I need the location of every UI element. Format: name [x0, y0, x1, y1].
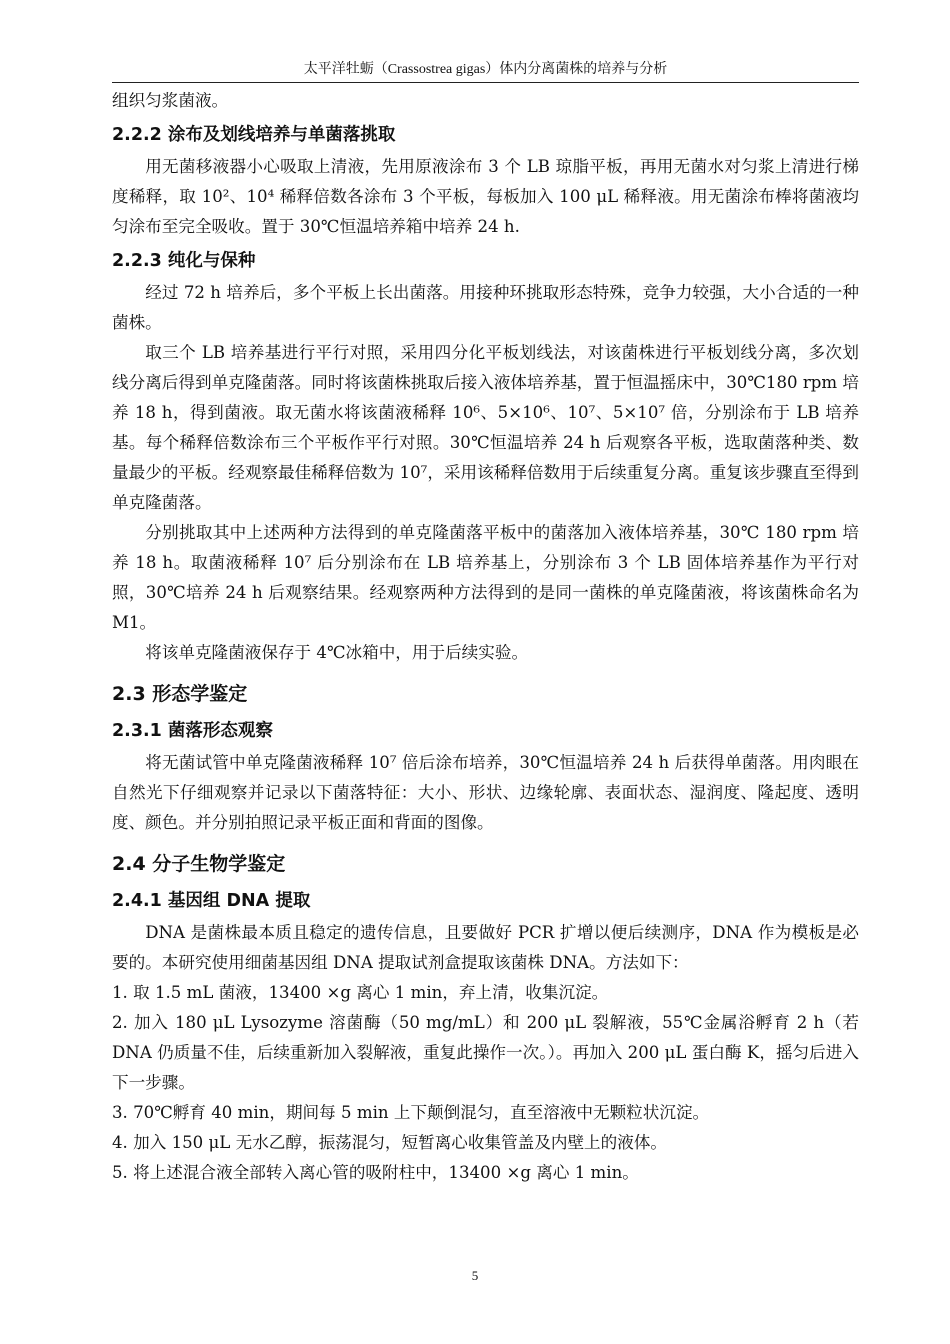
- section-heading-2-2-2: 2.2.2 涂布及划线培养与单菌落挑取: [112, 125, 396, 145]
- paragraph-2-2-3-4: 将该单克隆菌液保存于 4℃冰箱中，用于后续实验。: [145, 643, 529, 662]
- procedure-step-4: 4. 加入 150 μL 无水乙醇，振荡混匀，短暂离心收集管盖及内壁上的液体。: [112, 1133, 668, 1152]
- procedure-step-2: 2. 加入 180 μL Lysozyme 溶菌酶（50 mg/mL）和 200 μL 裂解液，55℃金属浴孵育 2 h（若 DNA 仍质量不佳，后续重新加入裂解液，重复此操作一次。）。再加入 200 μL 蛋白酶 K，摇匀后进入下一步骤。: [112, 1013, 859, 1092]
- running-title: 太平洋牡蛎（Crassostrea gigas）体内分离菌株的培养与分析: [303, 62, 668, 77]
- paragraph-2-2-3-3: 分别挑取其中上述两种方法得到的单克隆菌落平板中的菌落加入液体培养基，30℃ 180 rpm 培养 18 h。取菌液稀释 10⁷ 后分别涂布在 LB 培养基上，分别涂布 3 个 LB 固体培养基作为平行对照，30℃培养 24 h 后观察结果。经观察两种方法得到的是同一菌株的单克隆菌液，将该菌株命名为 M1。: [112, 523, 859, 632]
- section-heading-2-3: 2.3 形态学鉴定: [112, 683, 248, 705]
- paragraph-2-3-1-1: 将无菌试管中单克隆菌液稀释 10⁷ 倍后涂布培养，30℃恒温培养 24 h 后获得单菌落。用肉眼在自然光下仔细观察并记录以下菌落特征：大小、形状、边缘轮廓、表面状态、湿润度、隆起度、透明度、颜色。并分别拍照记录平板正面和背面的图像。: [112, 753, 859, 832]
- paragraph-2-2-3-2: 取三个 LB 培养基进行平行对照，采用四分化平板划线法，对该菌株进行平板划线分离，多次划线分离后得到单克隆菌落。同时将该菌株挑取后接入液体培养基，置于恒温摇床中，30℃180 rpm 培养 18 h，得到菌液。取无菌水将该菌液稀释 10⁶、5×10⁶、10⁷、5×10⁷ 倍，分别涂布于 LB 培养基。每个稀释倍数涂布三个平板作平行对照。30℃恒温培养 24 h 后观察各平板，选取菌落种类、数量最少的平板。经观察最佳稀释倍数为 10⁷，采用该稀释倍数用于后续重复分离。重复该步骤直至得到单克隆菌落。: [112, 343, 859, 512]
- section-heading-2-2-3: 2.2.3 纯化与保种: [112, 251, 256, 271]
- procedure-step-1: 1. 取 1.5 mL 菌液，13400 ×g 离心 1 min，弃上清，收集沉淀。: [112, 983, 609, 1002]
- running-header: [112, 60, 859, 83]
- paragraph-2-4-1-1: DNA 是菌株最本质且稳定的遗传信息，且要做好 PCR 扩增以便后续测序，DNA 作为模板是必要的。本研究使用细菌基因组 DNA 提取试剂盒提取该菌株 DNA。方法如下：: [112, 923, 859, 972]
- paragraph-2-2-3-1: 经过 72 h 培养后，多个平板上长出菌落。用接种环挑取形态特殊，竞争力较强，大小合适的一种菌株。: [112, 283, 859, 332]
- page-number: 5: [471, 1268, 479, 1283]
- procedure-step-3: 3. 70℃孵育 40 min，期间每 5 min 上下颠倒混匀，直至溶液中无颗粒状沉淀。: [112, 1103, 710, 1122]
- section-heading-2-4: 2.4 分子生物学鉴定: [112, 853, 286, 875]
- section-heading-2-4-1: 2.4.1 基因组 DNA 提取: [112, 891, 311, 911]
- section-heading-2-3-1: 2.3.1 菌落形态观察: [112, 721, 273, 741]
- procedure-step-5: 5. 将上述混合液全部转入离心管的吸附柱中，13400 ×g 离心 1 min。: [112, 1163, 639, 1182]
- page-body: [112, 86, 859, 1188]
- paragraph-2-2-2-1: 用无菌移液器小心吸取上清液，先用原液涂布 3 个 LB 琼脂平板，再用无菌水对匀浆上清进行梯度稀释，取 10²、10⁴ 稀释倍数各涂布 3 个平板，每板加入 100 μL 稀释液。用无菌涂布棒将菌液均匀涂布至完全吸收。置于 30℃恒温培养箱中培养 24 h.: [112, 157, 859, 236]
- paragraph-continuation: 组织匀浆菌液。: [112, 91, 229, 110]
